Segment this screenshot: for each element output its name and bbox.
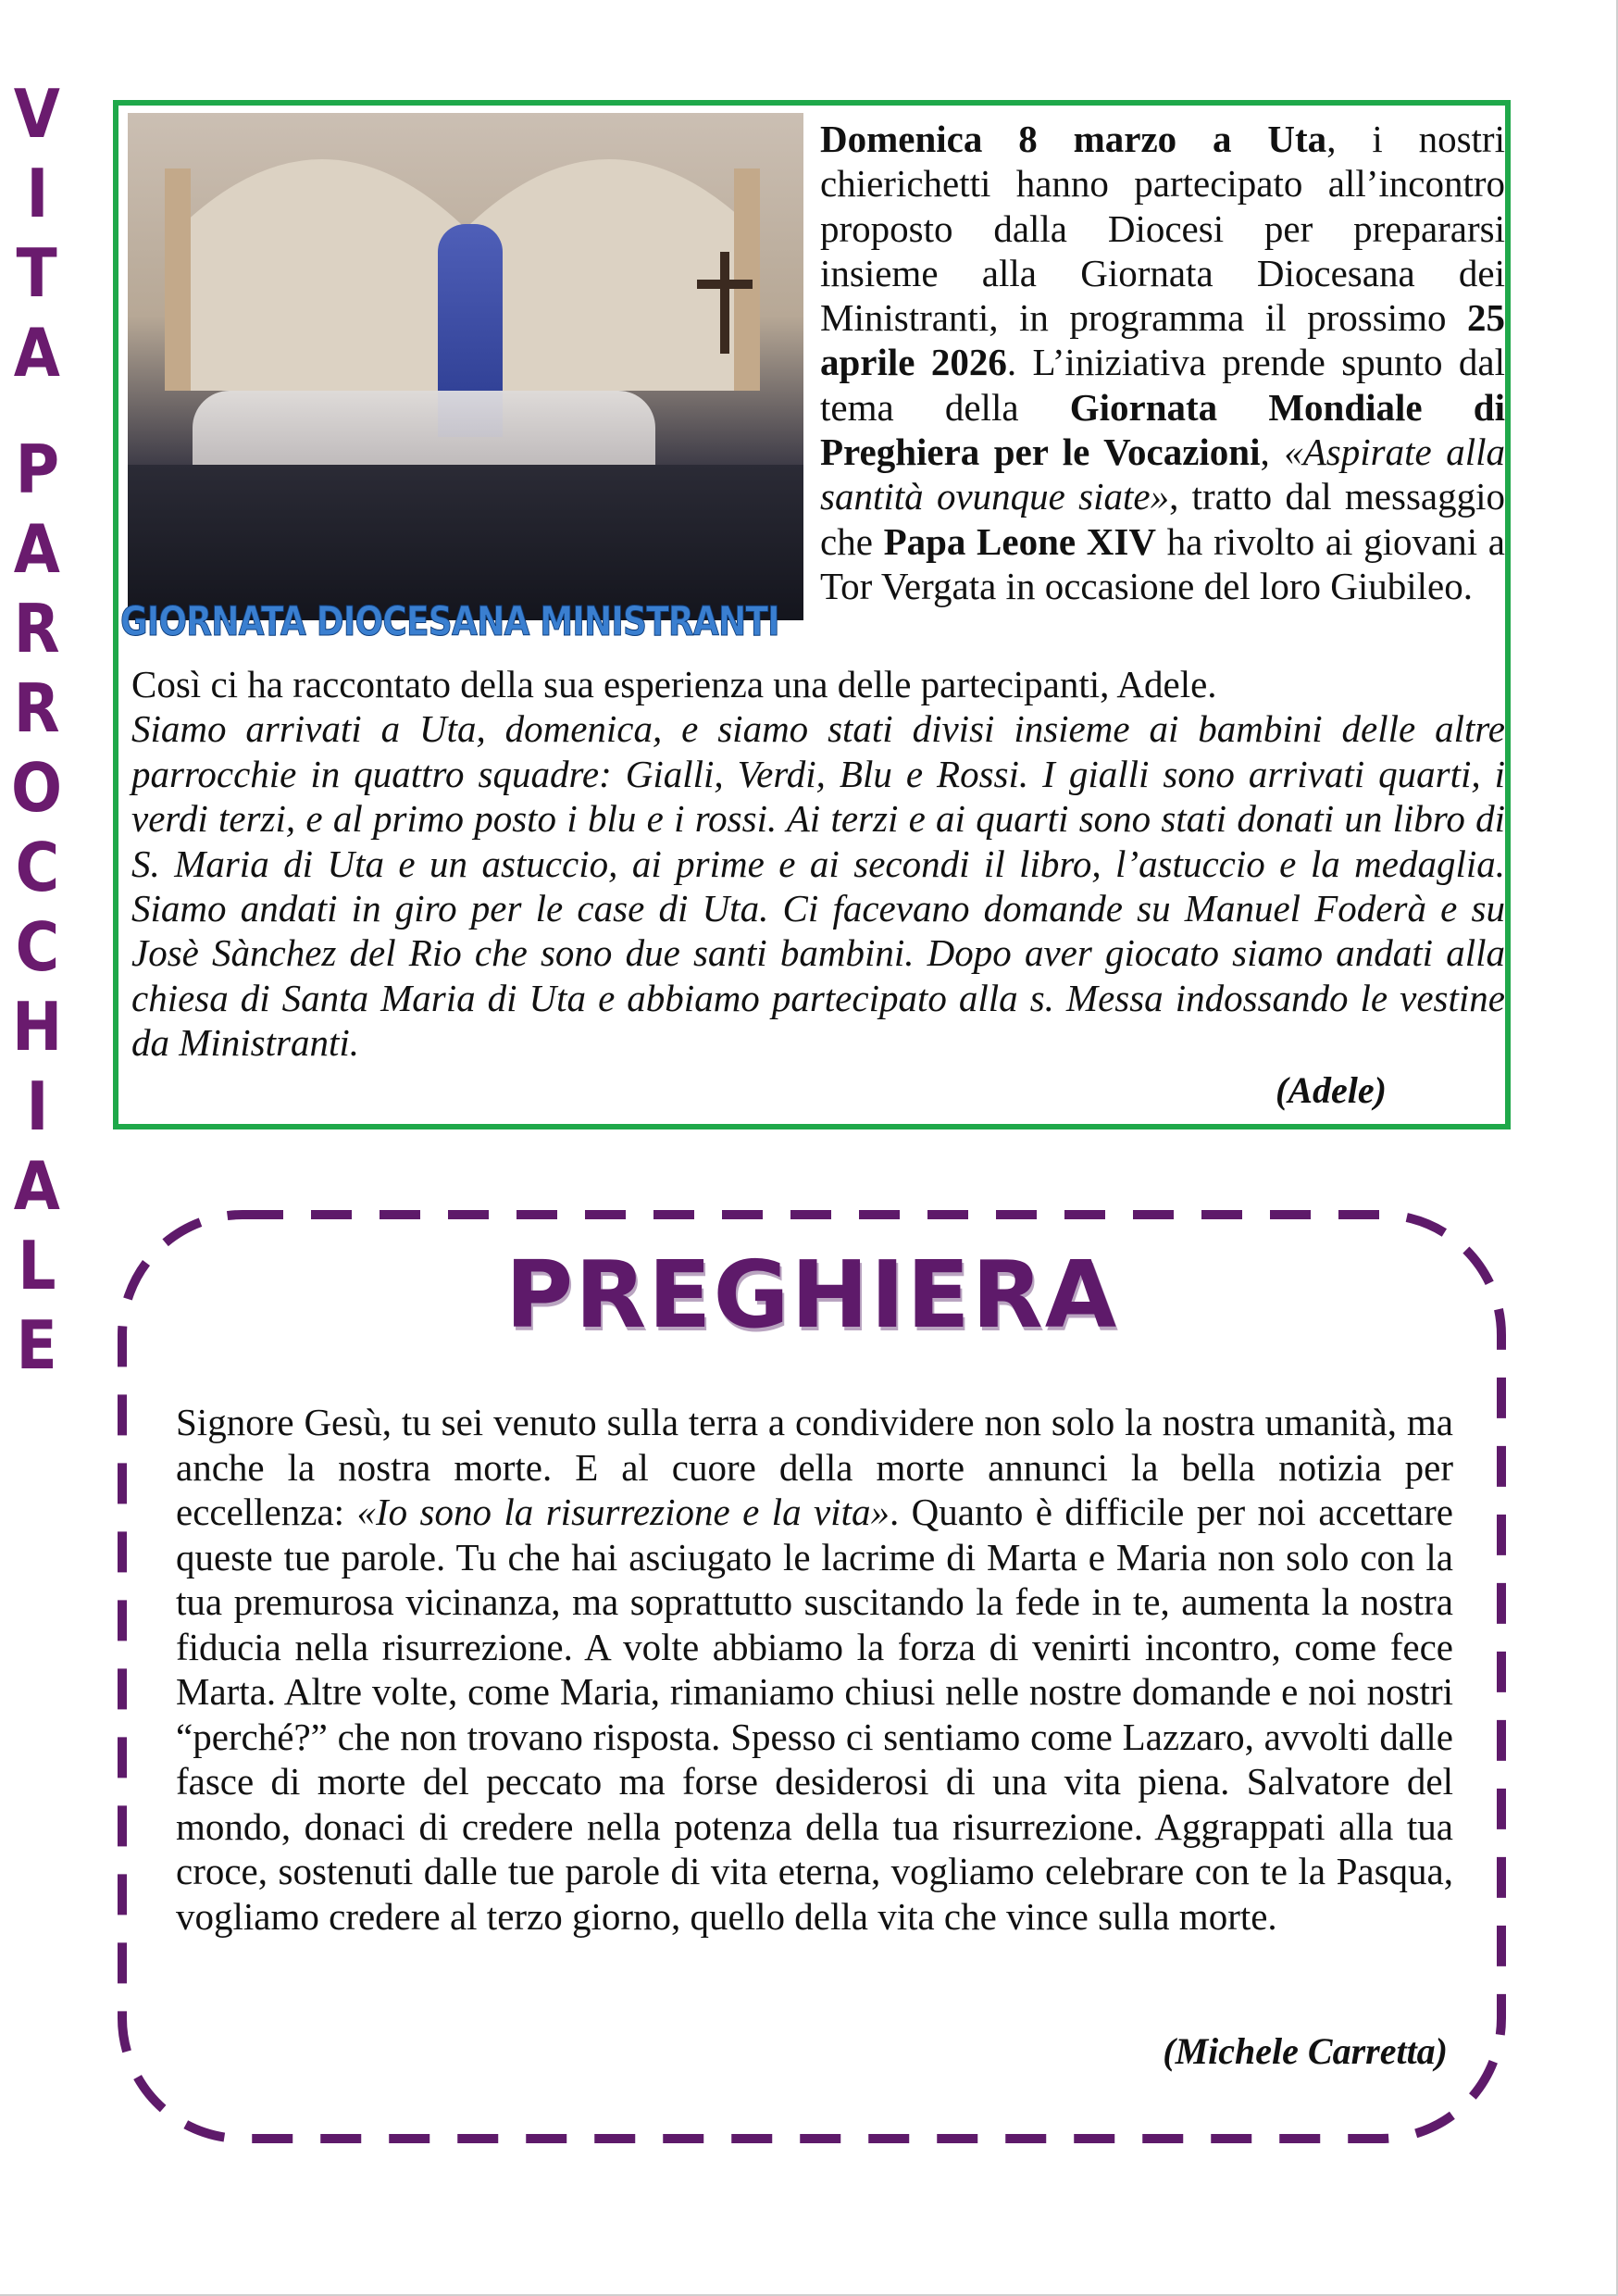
side-title-letter: C	[15, 908, 59, 986]
side-title-letter: I	[25, 155, 49, 232]
lead-run: «Aspirate alla santità ovunque siate»	[820, 430, 1506, 518]
article-story: Siamo arrivati a Uta, domenica, e siamo stati divisi insieme ai bambini delle altre parrocchie in quattro squadre: Gialli, Verdi, Blu e Rossi. I gialli sono arrivati quarti, i verdi terzi, e al primo posto i blu e i rossi. Ai terzi e ai quarti sono stati donati un libro di S. Maria di Uta e un astuccio, ai prime e ai secondi il libro, l’astuccio e la medaglia. Siamo andati in giro per le case di Uta. Ci facevano domande su Manuel Foderà e su Josè Sànchez del Rio che sono due santi bambini. Dopo aver giocato siamo andati alla chiesa di Santa Maria di Uta e abbiamo partecipato alla s. Messa indossando le vestine da Ministranti.	[131, 707, 1505, 1065]
article-lead-paragraph	[820, 117, 1505, 608]
side-title-letter: C	[15, 829, 59, 906]
article-box	[113, 100, 1511, 1129]
article-intro-line: Così ci ha raccontato della sua esperienza una delle partecipanti, Adele.	[131, 663, 1217, 705]
church-group-photo	[128, 113, 803, 620]
prayer-text-after: . Quanto è difficile per noi accettare queste tue parole. Tu che hai asciugato le lacrime di Marta e Maria non solo con la tua premurosa vicinanza, ma soprattutto suscitando la fede in te, aumenta la nostra fiducia nella risurrezione. A volte abbiamo la forza di venirti incontro, come fece Marta. Altre volte, come Maria, rimaniamo chiusi nelle nostre domande e noi nostri “perché?” che non trovano risposta. Spesso ci sentiamo come Lazzaro, avvolti dalle fasce di morte del peccato ma forse desiderosi di una vita piena. Salvatore del mondo, donaci di credere nella potenza della tua risurrezione. Aggrappati alla tua croce, sostenuti dalle tue parole di vita eterna, vogliamo celebrare con te la Pasqua, vogliamo credere al terzo giorno, quello della vita che vince sulla morte.	[176, 1491, 1453, 1938]
lead-run: Domenica 8 marzo a Uta	[820, 118, 1327, 160]
side-title-letter: V	[13, 75, 61, 153]
prayer-title: PREGHIERA	[504, 1241, 1119, 1349]
side-title-letter: P	[15, 430, 59, 508]
side-title-letter: R	[14, 669, 60, 747]
lead-run: . L’iniziativa prende spunto dal tema della	[820, 341, 1505, 429]
side-title-letter: H	[11, 988, 63, 1066]
lead-run: Giornata Mondiale di Preghiera per le Vocazioni	[820, 385, 1505, 474]
prayer-text-before: Signore Gesù, tu sei venuto sulla terra a condividere non solo la nostra umanità, ma anche la nostra morte. E al cuore della morte annunci la bella notizia per eccellenza:	[176, 1401, 1453, 1533]
prayer-box	[113, 1205, 1511, 2148]
prayer-text	[176, 1400, 1453, 1939]
lead-run: ,	[1260, 430, 1285, 474]
prayer-quote: «Io sono la risurrezione e la vita»	[356, 1491, 890, 1533]
lead-run: Papa Leone XIV	[883, 519, 1156, 563]
lead-run: ha rivolto ai giovani a Tor Vergata in occasione del loro Giubileo.	[820, 519, 1505, 607]
lead-run: , tratto dal messaggio che	[820, 475, 1505, 563]
side-title-letter: A	[13, 1147, 61, 1225]
side-title-letter: E	[16, 1306, 58, 1384]
lead-run: , i nostri chierichetti hanno partecipato all’incontro proposto dalla Diocesi per prepararsi insieme alla Giornata Diocesana dei Ministranti, in programma il prossimo	[820, 118, 1505, 340]
article-body	[131, 662, 1505, 1066]
article-signature: (Adele)	[1276, 1069, 1387, 1111]
side-title-letter: T	[16, 234, 58, 312]
side-title-letter: R	[14, 590, 60, 668]
vertical-section-title	[0, 74, 74, 2203]
lead-run: 25 aprile 2026	[820, 296, 1505, 384]
audience-silhouettes	[128, 465, 803, 620]
side-title-letter: L	[18, 1227, 56, 1304]
side-title-letter: I	[25, 1067, 49, 1145]
photo-caption: GIORNATA DIOCESANA MINISTRANTI	[120, 598, 779, 645]
prayer-signature: (Michele Carretta)	[1163, 2030, 1448, 2072]
side-title-letter: O	[11, 749, 63, 827]
side-title-letter: A	[13, 510, 61, 588]
side-title-letter: A	[13, 314, 61, 392]
